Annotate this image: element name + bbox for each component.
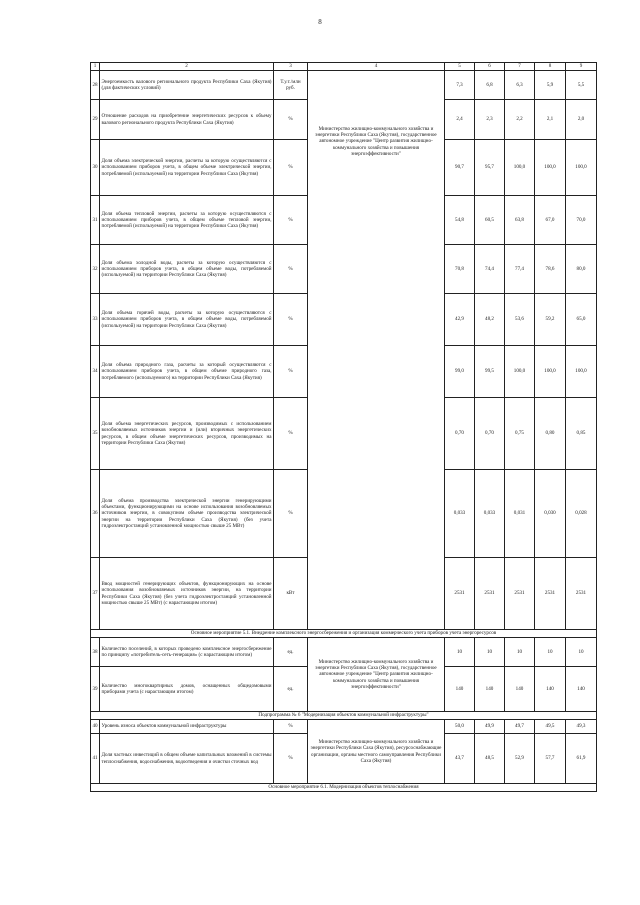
value: 100,0: [535, 346, 566, 398]
value: 0,030: [535, 470, 566, 558]
value: 80,0: [566, 245, 597, 294]
value: 0,75: [505, 398, 535, 470]
header-cell: 6: [475, 63, 505, 71]
value: 100,0: [566, 140, 597, 196]
value: 100,0: [535, 140, 566, 196]
indicator-name: Доля объема энергетических ресурсов, производимых с использованием возобновляемых источников энергии и (или) вторичных энергетических ресурсов, в общем объеме энергетических ресурсов, производимых на территории Республики Саха (Якутия): [100, 398, 274, 470]
value: 0,033: [445, 470, 475, 558]
value: 7,3: [445, 71, 475, 100]
indicator-name: Отношение расходов на приобретение энергетических ресурсов к объему валового регионального продукта Республики Саха (Якутия): [100, 100, 274, 140]
row-number: 39: [91, 667, 100, 712]
indicator-name: Количество поселений, в которых проведено комплексное энергосбережение по принципу «потребитель-сеть-генерация» (с нарастающим итогом): [100, 638, 274, 667]
value: 59,2: [535, 294, 566, 346]
table-row: [91, 71, 597, 100]
header-cell: 7: [505, 63, 535, 71]
value: 6,3: [505, 71, 535, 100]
unit: %: [274, 245, 308, 294]
value: 63,8: [505, 196, 535, 245]
value: 42,9: [445, 294, 475, 346]
unit: %: [274, 720, 308, 734]
value: 2,2: [505, 100, 535, 140]
value: 54,8: [445, 196, 475, 245]
row-number: 37: [91, 558, 100, 630]
value: 100,0: [566, 346, 597, 398]
responsible-executor: Министерство жилищно-коммунального хозяйства и энергетики Республики Саха (Якутия), ресурсоснабжающие организации, органы местного самоуправления Республики Саха (Якутия): [308, 720, 445, 784]
indicators-table: [90, 62, 597, 792]
value: 0,70: [475, 398, 505, 470]
value: 49,9: [475, 720, 505, 734]
value: 5,9: [535, 71, 566, 100]
row-number: 34: [91, 346, 100, 398]
responsible-executor: Министерство жилищно-коммунального хозяйства и энергетики Республики Саха (Якутия), государственное автономное учреждение "Центр развития жилищно-коммунального хозяйства и повышения энергоэффективности": [308, 71, 445, 630]
unit: ед.: [274, 638, 308, 667]
unit: %: [274, 398, 308, 470]
value: 48,2: [475, 294, 505, 346]
value: 0,033: [475, 470, 505, 558]
value: 140: [505, 667, 535, 712]
table-row: [91, 638, 597, 667]
indicator-name: Доля объема природного газа, расчеты за который осуществляются с использованием приборов учета, в общем объеме природного газа, потребляемого (используемого) на территории Республики Саха (Якутия): [100, 346, 274, 398]
value: 49,3: [566, 720, 597, 734]
value: 140: [475, 667, 505, 712]
unit: %: [274, 294, 308, 346]
row-number: 38: [91, 638, 100, 667]
value: 2531: [535, 558, 566, 630]
unit: %: [274, 140, 308, 196]
value: 10: [505, 638, 535, 667]
header-row: [91, 63, 597, 71]
value: 53,6: [505, 294, 535, 346]
value: 6,8: [475, 71, 505, 100]
value: 100,0: [505, 140, 535, 196]
header-cell: 8: [535, 63, 566, 71]
value: 2531: [505, 558, 535, 630]
value: 67,0: [535, 196, 566, 245]
value: 140: [445, 667, 475, 712]
indicator-name: Уровень износа объектов коммунальной инфраструктуры: [100, 720, 274, 734]
value: 78,6: [535, 245, 566, 294]
indicator-name: Доля объема холодной воды, расчеты за которую осуществляются с использованием приборов учета, в общем объеме воды, потребляемой (используемой) на территории Республики Саха (Якутия): [100, 245, 274, 294]
row-number: 28: [91, 71, 100, 100]
value: 99,0: [445, 346, 475, 398]
header-cell: 2: [100, 63, 274, 71]
unit: %: [274, 100, 308, 140]
section-row: [91, 784, 597, 792]
unit: %: [274, 346, 308, 398]
row-number: 32: [91, 245, 100, 294]
indicator-name: Ввод мощностей генерирующих объектов, функционирующих на основе использования возобновляемых источников энергии, на территории Республики Саха (Якутия) (без учета гидроэлектростанций установленной мощностью свыше 25 МВт) (с нарастающим итогом): [100, 558, 274, 630]
value: 0,028: [566, 470, 597, 558]
value: 10: [535, 638, 566, 667]
unit: кВт: [274, 558, 308, 630]
value: 61,9: [566, 734, 597, 784]
value: 2,3: [475, 100, 505, 140]
value: 0,031: [505, 470, 535, 558]
value: 2531: [475, 558, 505, 630]
row-number: 36: [91, 470, 100, 558]
unit: %: [274, 734, 308, 784]
header-cell: 9: [566, 63, 597, 71]
value: 2531: [566, 558, 597, 630]
value: 0,80: [535, 398, 566, 470]
indicator-name: Доля объема электрической энергии, расчеты за которую осуществляются с использованием приборов учета, в общем объеме электрической энергии, потребляемой (используемой) на территории Республики Саха (Якутия): [100, 140, 274, 196]
row-number: 40: [91, 720, 100, 734]
value: 10: [566, 638, 597, 667]
value: 52,9: [505, 734, 535, 784]
header-cell: 3: [274, 63, 308, 71]
value: 10: [445, 638, 475, 667]
section-row: [91, 630, 597, 638]
value: 65,0: [566, 294, 597, 346]
value: 90,7: [445, 140, 475, 196]
value: 70,8: [445, 245, 475, 294]
page-number: 8: [318, 18, 322, 26]
row-number: 33: [91, 294, 100, 346]
row-number: 31: [91, 196, 100, 245]
indicator-name: Доля объема производства электрической энергии генерирующими объектами, функционирующими на основе использования возобновляемых источников энергии, в совокупном объеме производства электрической энергии на территории Республики Саха (Якутия) (без учета гидроэлектростанций установленной мощностью свыше 25 МВт): [100, 470, 274, 558]
value: 43,7: [445, 734, 475, 784]
unit: %: [274, 196, 308, 245]
value: 49,7: [505, 720, 535, 734]
value: 48,5: [475, 734, 505, 784]
row-number: 41: [91, 734, 100, 784]
unit: ед.: [274, 667, 308, 712]
value: 0,85: [566, 398, 597, 470]
section-title: Основное мероприятие 6.1. Модернизация объектов теплоснабжения: [91, 784, 597, 792]
value: 100,0: [505, 346, 535, 398]
section-title: Основное мероприятие 5.1. Внедрение комплексного энергосбережения и организация коммерческого учета приборов учета энергоресурсов: [91, 630, 597, 638]
subprogram-title: Подпрограмма № 6 "Модернизация объектов коммунальной инфраструктуры": [91, 712, 597, 720]
header-cell: 1: [91, 63, 100, 71]
value: 60,5: [475, 196, 505, 245]
value: 2,1: [535, 100, 566, 140]
row-number: 35: [91, 398, 100, 470]
header-cell: 4: [308, 63, 445, 71]
value: 99,5: [475, 346, 505, 398]
value: 74,4: [475, 245, 505, 294]
value: 77,4: [505, 245, 535, 294]
indicator-name: Количество многоквартирных домов, оснащенных общедомовыми приборами учета (с нарастающим итогом): [100, 667, 274, 712]
unit: %: [274, 470, 308, 558]
value: 2,4: [445, 100, 475, 140]
indicator-name: Доля частных инвестиций в общем объеме капитальных вложений в системы теплоснабжения, водоснабжения, водоотведения и очистки сточных вод: [100, 734, 274, 784]
value: 10: [475, 638, 505, 667]
value: 95,7: [475, 140, 505, 196]
value: 0,70: [445, 398, 475, 470]
value: 57,7: [535, 734, 566, 784]
value: 140: [566, 667, 597, 712]
value: 5,5: [566, 71, 597, 100]
indicator-name: Доля объема горячей воды, расчеты за которую осуществляются с использованием приборов учета, в общем объеме воды, потребляемой (используемой) на территории Республики Саха (Якутия): [100, 294, 274, 346]
value: 70,0: [566, 196, 597, 245]
value: 50,0: [445, 720, 475, 734]
responsible-executor: Министерство жилищно-коммунального хозяйства и энергетики Республики Саха (Якутия), государственное автономное учреждение "Центр развития жилищно-коммунального хозяйства и повышения энергоэффективности": [308, 638, 445, 712]
header-cell: 5: [445, 63, 475, 71]
indicator-name: Доля объема тепловой энергии, расчеты за которую осуществляются с использованием приборов учета, в общем объеме тепловой энергии, потребляемой (используемой) на территории Республики Саха (Якутия): [100, 196, 274, 245]
unit: Т.у.т./млн руб.: [274, 71, 308, 100]
indicator-name: Энергоемкость валового регионального продукта Республики Саха (Якутия) (для фактических условий): [100, 71, 274, 100]
value: 2,0: [566, 100, 597, 140]
value: 140: [535, 667, 566, 712]
row-number: 30: [91, 140, 100, 196]
row-number: 29: [91, 100, 100, 140]
table-row: [91, 720, 597, 734]
value: 49,5: [535, 720, 566, 734]
value: 2531: [445, 558, 475, 630]
subprogram-row: [91, 712, 597, 720]
